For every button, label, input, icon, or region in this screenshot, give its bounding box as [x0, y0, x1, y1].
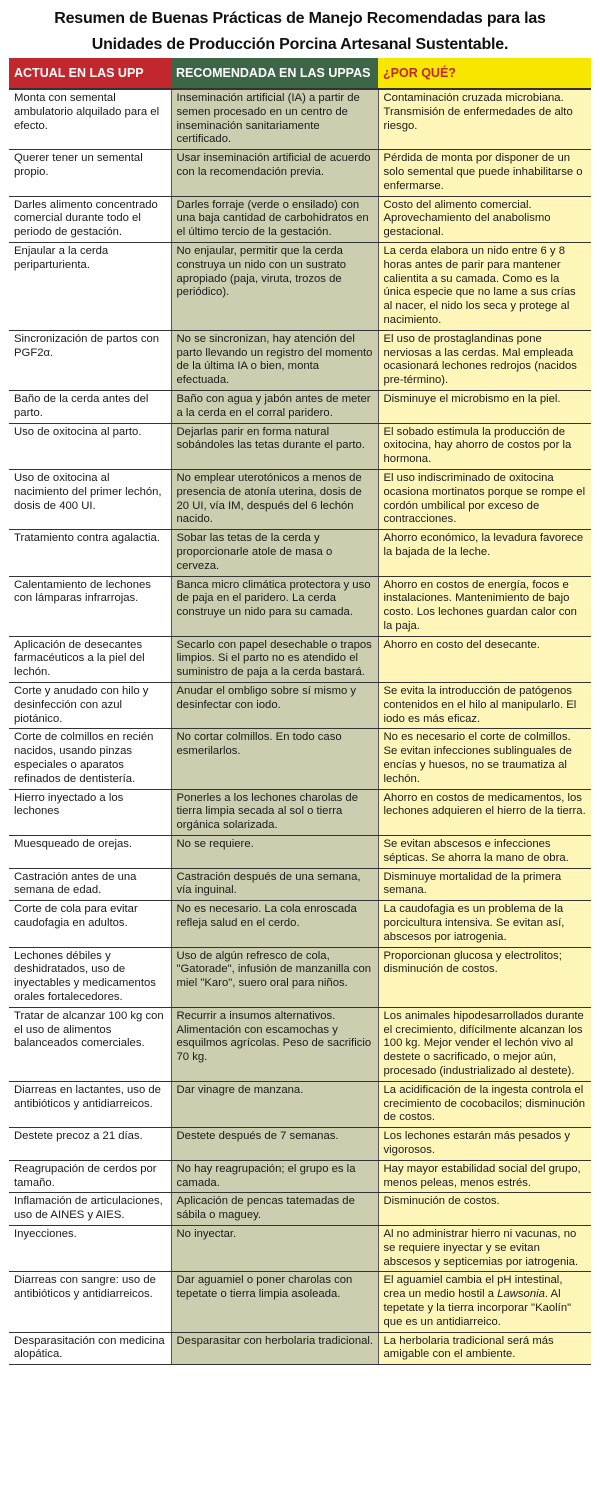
cell-actual: Corte de cola para evitar caudofagia en adultos.	[9, 901, 171, 947]
cell-porque: Contaminación cruzada microbiana. Transmisión de enfermedades de alto riesgo.	[378, 89, 591, 150]
cell-actual: Corte de colmillos en recién nacidos, usando pinzas especiales o aparatos refinados de dentistería.	[9, 729, 171, 789]
cell-porque	[378, 1272, 591, 1332]
table-row	[9, 1272, 591, 1332]
cell-porque: Los animales hipodesarrollados durante el crecimiento, difícilmente alcanzan los 100 kg. Mejor vender el lechón vivo al destete o sacrificado, o mejor aún, procesado (industrializado al destete).	[378, 1007, 591, 1081]
cell-actual: Enjaular a la cerda periparturienta.	[9, 242, 171, 330]
cell-recomendada: Recurrir a insumos alternativos. Alimentación con escamochas y esquilmos agrícolas. Peso de sacrificio 70 kg.	[171, 1007, 378, 1081]
cell-actual: Desparasitación con medicina alopática.	[9, 1332, 171, 1365]
cell-porque: La acidificación de la ingesta controla el crecimiento de cocobacilos; disminución de costos.	[378, 1081, 591, 1127]
cell-recomendada: Usar inseminación artificial de acuerdo con la recomendación previa.	[171, 150, 378, 196]
table-row	[9, 1128, 591, 1161]
cell-porque: Disminución de costos.	[378, 1193, 591, 1226]
cell-recomendada: Castración después de una semana, vía inguinal.	[171, 868, 378, 901]
table-row	[9, 1007, 591, 1081]
cell-porque: Los lechones estarán más pesados y vigorosos.	[378, 1128, 591, 1161]
cell-actual: Diarreas en lactantes, uso de antibióticos y antidiarreicos.	[9, 1081, 171, 1127]
table-row	[9, 1160, 591, 1193]
cell-porque: Proporcionan glucosa y electrolitos; disminución de costos.	[378, 947, 591, 1007]
table-row	[9, 836, 591, 869]
cell-recomendada: Destete después de 7 semanas.	[171, 1128, 378, 1161]
cell-recomendada: Secarlo con papel desechable o trapos limpios. Si el parto no es atendido el suministro de paja a la cerda bastará.	[171, 636, 378, 682]
cell-actual: Lechones débiles y deshidratados, uso de inyectables y medicamentos orales fortalecedores.	[9, 947, 171, 1007]
practices-table	[9, 58, 591, 1365]
cell-actual: Aplicación de desecantes farmacéuticos a la piel del lechón.	[9, 636, 171, 682]
cell-recomendada: Desparasitar con herbolaria tradicional.	[171, 1332, 378, 1365]
table-row	[9, 423, 591, 469]
cell-actual: Baño de la cerda antes del parto.	[9, 390, 171, 423]
cell-recomendada: Dejarlas parir en forma natural sobándoles las tetas durante el parto.	[171, 423, 378, 469]
cell-porque: Se evita la introducción de patógenos contenidos en el hilo al manipularlo. El iodo es más eficaz.	[378, 683, 591, 729]
cell-actual: Inflamación de articulaciones, uso de AINES y AIES.	[9, 1193, 171, 1226]
table-row	[9, 789, 591, 835]
cell-porque: La cerda elabora un nido entre 6 y 8 horas antes de parir para mantener calientita a su camada. Como es la única especie que no lame a sus crías al nacer, el nido los seca y protege al nacimiento.	[378, 242, 591, 330]
cell-recomendada: Inseminación artificial (IA) a partir de semen procesado en un centro de inseminación sanitariamente certificado.	[171, 89, 378, 150]
cell-recomendada: Anudar el ombligo sobre sí mismo y desinfectar con iodo.	[171, 683, 378, 729]
title-line-1: Resumen de Buenas Prácticas de Manejo Recomendadas para las	[54, 10, 546, 27]
cell-porque: Al no administrar hierro ni vacunas, no se requiere inyectar y se evitan abscesos y septicemias por iatrogenia.	[378, 1225, 591, 1271]
cell-actual: Muesqueado de orejas.	[9, 836, 171, 869]
cell-actual: Tratamiento contra agalactia.	[9, 530, 171, 576]
cell-actual: Sincronización de partos con PGF2α.	[9, 330, 171, 390]
table-row	[9, 150, 591, 196]
table-row	[9, 868, 591, 901]
title-line-2: Unidades de Producción Porcina Artesanal Sustentable.	[91, 36, 509, 53]
cell-actual: Diarreas con sangre: uso de antibióticos y antidiarreicos.	[9, 1272, 171, 1332]
cell-porque: Se evitan abscesos e infecciones sépticas. Se ahorra la mano de obra.	[378, 836, 591, 869]
cell-actual: Hierro inyectado a los lechones	[9, 789, 171, 835]
cell-recomendada: No enjaular, permitir que la cerda construya un nido con un sustrato apropiado (paja, viruta, trozos de periódico).	[171, 242, 378, 330]
cell-actual: Inyecciones.	[9, 1225, 171, 1271]
table-row	[9, 636, 591, 682]
table-row	[9, 469, 591, 529]
cell-recomendada: No cortar colmillos. En todo caso esmerilarlos.	[171, 729, 378, 789]
table-row	[9, 576, 591, 636]
cell-recomendada: Dar vinagre de manzana.	[171, 1081, 378, 1127]
header-row	[9, 58, 591, 89]
table-row	[9, 1081, 591, 1127]
cell-porque: Hay mayor estabilidad social del grupo, menos peleas, menos estrés.	[378, 1160, 591, 1193]
cell-actual: Uso de oxitocina al parto.	[9, 423, 171, 469]
table-row	[9, 1225, 591, 1271]
table-row	[9, 947, 591, 1007]
cell-recomendada: Uso de algún refresco de cola, "Gatorade", infusión de manzanilla con miel "Karo", suero oral para niños.	[171, 947, 378, 1007]
cell-actual: Monta con semental ambulatorio alquilado para el efecto.	[9, 89, 171, 150]
page-title	[0, 0, 600, 58]
header-recomendada: RECOMENDADA EN LAS UPPAS	[171, 58, 378, 89]
cell-actual: Tratar de alcanzar 100 kg con el uso de alimentos balanceados comerciales.	[9, 1007, 171, 1081]
cell-recomendada: Ponerles a los lechones charolas de tierra limpia secada al sol o tierra orgánica solarizada.	[171, 789, 378, 835]
table-row	[9, 1193, 591, 1226]
header-actual: ACTUAL EN LAS UPP	[9, 58, 171, 89]
cell-porque: Ahorro en costos de medicamentos, los lechones adquieren el hierro de la tierra.	[378, 789, 591, 835]
cell-recomendada: No se requiere.	[171, 836, 378, 869]
cell-recomendada: No inyectar.	[171, 1225, 378, 1271]
cell-porque: Disminuye mortalidad de la primera semana.	[378, 868, 591, 901]
cell-porque: Costo del alimento comercial. Aprovechamiento del anabolismo gestacional.	[378, 196, 591, 242]
cell-recomendada: No se sincronizan, hay atención del parto llevando un registro del momento de la última IA o bien, monta efectuada.	[171, 330, 378, 390]
cell-porque: Ahorro económico, la levadura favorece la bajada de la leche.	[378, 530, 591, 576]
porque-part-1: El aguamiel cambia el pH intestinal, crea un medio hostil a	[383, 1274, 563, 1301]
header-porque: ¿POR QUÉ?	[378, 58, 591, 89]
cell-recomendada: Aplicación de pencas tatemadas de sábila o maguey.	[171, 1193, 378, 1226]
cell-actual: Calentamiento de lechones con lámparas infrarrojas.	[9, 576, 171, 636]
table-row	[9, 390, 591, 423]
table-row	[9, 729, 591, 789]
cell-porque: La caudofagia es un problema de la porcicultura intensiva. Se evitan así, abscesos por iatrogenia.	[378, 901, 591, 947]
cell-actual: Querer tener un semental propio.	[9, 150, 171, 196]
table-row	[9, 89, 591, 150]
cell-porque: Ahorro en costos de energía, focos e instalaciones. Mantenimiento de bajo costo. Los lechones guardan calor con la paja.	[378, 576, 591, 636]
cell-porque: Ahorro en costo del desecante.	[378, 636, 591, 682]
table-row	[9, 683, 591, 729]
table-row	[9, 901, 591, 947]
cell-recomendada: No emplear uterotónicos a menos de presencia de atonía uterina, dosis de 20 UI, vía IM, después del 6 lechón nacido.	[171, 469, 378, 529]
cell-porque: El sobado estimula la producción de oxitocina, hay ahorro de costos por la hormona.	[378, 423, 591, 469]
cell-actual: Destete precoz a 21 días.	[9, 1128, 171, 1161]
cell-porque: La herbolaria tradicional será más amigable con el ambiente.	[378, 1332, 591, 1365]
cell-actual: Castración antes de una semana de edad.	[9, 868, 171, 901]
table-row	[9, 196, 591, 242]
cell-recomendada: Baño con agua y jabón antes de meter a la cerda en el corral paridero.	[171, 390, 378, 423]
cell-recomendada: Sobar las tetas de la cerda y proporcionarle atole de masa o cerveza.	[171, 530, 378, 576]
cell-actual: Darles alimento concentrado comercial durante todo el periodo de gestación.	[9, 196, 171, 242]
porque-lawsonia: Lawsonia	[497, 1288, 545, 1301]
cell-porque: Disminuye el microbismo en la piel.	[378, 390, 591, 423]
cell-actual: Corte y anudado con hilo y desinfección con azul piotánico.	[9, 683, 171, 729]
cell-recomendada: Darles forraje (verde o ensilado) con una baja cantidad de carbohidratos en el último tercio de la gestación.	[171, 196, 378, 242]
cell-porque: Pérdida de monta por disponer de un solo semental que puede inhabilitarse o enfermarse.	[378, 150, 591, 196]
cell-porque: El uso indiscriminado de oxitocina ocasiona mortinatos porque se rompe el cordón umbilical por exceso de contracciones.	[378, 469, 591, 529]
table-row	[9, 1332, 591, 1365]
cell-recomendada: Dar aguamiel o poner charolas con tepetate o tierra limpia asoleada.	[171, 1272, 378, 1332]
cell-actual: Uso de oxitocina al nacimiento del primer lechón, dosis de 400 UI.	[9, 469, 171, 529]
cell-recomendada: Banca micro climática protectora y uso de paja en el paridero. La cerda construye un nido para su camada.	[171, 576, 378, 636]
cell-recomendada: No hay reagrupación; el grupo es la camada.	[171, 1160, 378, 1193]
table-row	[9, 330, 591, 390]
table-row	[9, 242, 591, 330]
porque-part-2: . Al tepetate y la tierra incorporar "Kaolín" que es un antidiarreico.	[383, 1288, 572, 1328]
table-row	[9, 530, 591, 576]
cell-recomendada: No es necesario. La cola enroscada refleja salud en el cerdo.	[171, 901, 378, 947]
cell-porque: El uso de prostaglandinas pone nerviosas a las cerdas. Mal empleada ocasionará lechones redrojos (nacidos pre-término).	[378, 330, 591, 390]
cell-actual: Reagrupación de cerdos por tamaño.	[9, 1160, 171, 1193]
cell-porque: No es necesario el corte de colmillos. Se evitan infecciones sublinguales de encías y huesos, no se traumatiza al lechón.	[378, 729, 591, 789]
